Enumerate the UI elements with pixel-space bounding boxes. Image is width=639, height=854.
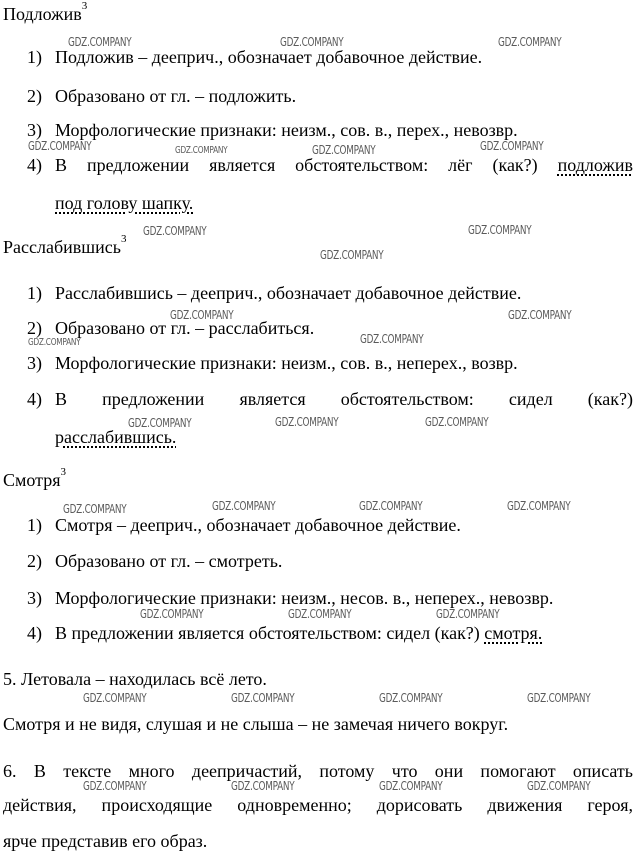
watermark-text: GDZ.COMPANY [68, 35, 132, 49]
list-item [27, 587, 553, 609]
item-text: Образовано от гл. – смотреть. [55, 551, 283, 571]
answer-6-line-2: действия, происходящие одновременно; дорисовать движения героя, [3, 795, 633, 815]
item-text-line: В предложении является обстоятельством: лёг (как?) подложив [55, 155, 633, 175]
watermark-text: GDZ.COMPANY [140, 607, 204, 621]
list-item [27, 550, 282, 572]
underlined-gerund: подложив [557, 155, 633, 175]
watermark-text: GDZ.COMPANY [527, 691, 591, 705]
watermark-text: GDZ.COMPANY [28, 337, 81, 348]
item-number: 2) [27, 318, 42, 338]
item-number: 1) [27, 283, 42, 303]
watermark-text: GDZ.COMPANY [275, 415, 339, 429]
item-number: 1) [27, 47, 42, 67]
watermark-text: GDZ.COMPANY [468, 223, 532, 237]
answer-5-line-2: Смотря и не видя, слушая и не слыша – не замечая ничего вокруг. [3, 714, 509, 734]
watermark-text: GDZ.COMPANY [320, 248, 384, 262]
item-number: 3) [27, 120, 42, 140]
watermark-text: GDZ.COMPANY [212, 499, 276, 513]
heading-word: Расслабившись [3, 237, 121, 257]
heading-mark: 3 [81, 0, 88, 12]
watermark-text: GDZ.COMPANY [231, 691, 295, 705]
item-text: Морфологические признаки: неизм., сов. в., перех., невозвр. [55, 120, 518, 140]
answer-6-line-3: ярче представив его образ. [3, 831, 208, 851]
heading-mark: 3 [120, 233, 127, 245]
item-text-line: В предложении является обстоятельством: сидел (как?) [55, 389, 633, 409]
item-number: 4) [27, 389, 42, 409]
item-text: Расслабившись – дееприч., обозначает добавочное действие. [55, 283, 522, 303]
item-text: Морфологические признаки: неизм., несов. в., неперех., невозвр. [55, 588, 554, 608]
section-heading-smotrya [3, 466, 67, 491]
watermark-text: GDZ.COMPANY [360, 332, 424, 346]
watermark-text: GDZ.COMPANY [507, 499, 571, 513]
item-text: Образовано от гл. – расслабиться. [55, 318, 315, 338]
list-item [27, 119, 518, 141]
watermark-text: GDZ.COMPANY [128, 416, 192, 430]
watermark-text: GDZ.COMPANY [83, 691, 147, 705]
watermark-text: GDZ.COMPANY [63, 502, 127, 516]
section-heading-rasslabivshis [3, 233, 127, 258]
list-item [27, 282, 521, 304]
watermark-text: GDZ.COMPANY [288, 607, 352, 621]
watermark-text: GDZ.COMPANY [28, 139, 92, 153]
watermark-text: GDZ.COMPANY [170, 308, 234, 322]
answer-5-line-1: 5. Летовала – находилась всё лето. [3, 669, 267, 689]
item-number: 3) [27, 353, 42, 373]
watermark-text: GDZ.COMPANY [312, 143, 376, 157]
watermark-text: GDZ.COMPANY [280, 35, 344, 49]
heading-word: Подложив [3, 4, 82, 24]
item-text: Подложив – дееприч., обозначает добавочное действие. [55, 47, 483, 67]
item-number: 4) [27, 155, 42, 175]
answer-6-line-1: 6. В тексте много деепричастий, потому что они помогают описать [3, 761, 633, 781]
watermark-text: GDZ.COMPANY [231, 779, 295, 793]
watermark-text: GDZ.COMPANY [83, 779, 147, 793]
item-number: 3) [27, 588, 42, 608]
item-text-line [55, 192, 193, 214]
watermark-text: GDZ.COMPANY [527, 779, 591, 793]
watermark-text: GDZ.COMPANY [480, 139, 544, 153]
watermark-text: GDZ.COMPANY [359, 499, 423, 513]
watermark-text: GDZ.COMPANY [143, 224, 207, 238]
underlined-gerund: расслабившись. [55, 427, 177, 447]
item-number: 4) [27, 623, 42, 643]
underlined-gerund: смотря. [484, 623, 543, 643]
item-number: 2) [27, 86, 42, 106]
section-heading-podlozhiv [3, 0, 88, 25]
list-item: 4) В предложении является обстоятельством: сидел (как?) смотря. [27, 623, 543, 643]
item-number: 2) [27, 551, 42, 571]
item-text: Морфологические признаки: неизм., сов. в., неперех., возвр. [55, 353, 518, 373]
item-number: 1) [27, 515, 42, 535]
watermark-text: GDZ.COMPANY [436, 607, 500, 621]
list-item [27, 85, 296, 107]
list-item [27, 514, 461, 536]
item-text: Образовано от гл. – подложить. [55, 86, 297, 106]
list-item [27, 352, 518, 374]
underlined-gerund: под голову шапку. [55, 193, 194, 213]
watermark-text: GDZ.COMPANY [175, 145, 228, 156]
item-text: Смотря – дееприч., обозначает добавочное действие. [55, 515, 461, 535]
watermark-text: GDZ.COMPANY [379, 779, 443, 793]
list-item [27, 154, 633, 214]
heading-mark: 3 [60, 466, 67, 478]
watermark-text: GDZ.COMPANY [425, 415, 489, 429]
watermark-text: GDZ.COMPANY [508, 308, 572, 322]
list-item [27, 46, 482, 68]
watermark-text: GDZ.COMPANY [379, 691, 443, 705]
heading-word: Смотря [3, 470, 61, 490]
watermark-text: GDZ.COMPANY [498, 35, 562, 49]
